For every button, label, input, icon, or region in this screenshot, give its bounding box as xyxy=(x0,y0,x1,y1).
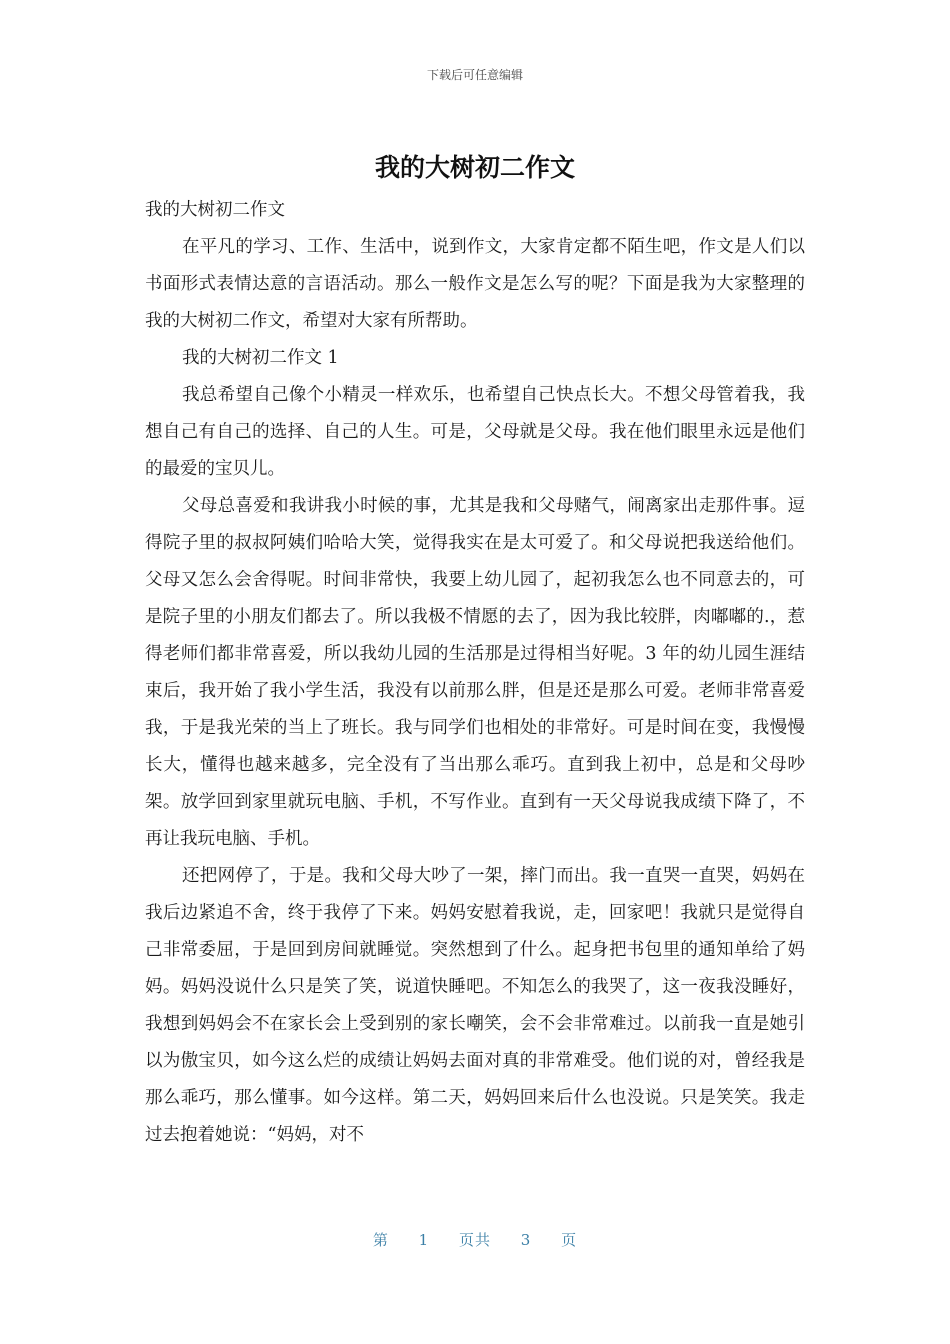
footer-suffix: 页 xyxy=(561,1231,578,1249)
paragraph-intro: 在平凡的学习、工作、生活中，说到作文，大家肯定都不陌生吧，作文是人们以书面形式表情达意的言语活动。那么一般作文是怎么写的呢？下面是我为大家整理的我的大树初二作文，希望对大家有所帮助。 xyxy=(145,237,805,331)
paragraph: 父母总喜爱和我讲我小时候的事，尤其是我和父母赌气，闹离家出走那件事。逗得院子里的叔叔阿姨们哈哈大笑，觉得我实在是太可爱了。和父母说把我送给他们。父母又怎么会舍得呢。时间非常快，我要上幼儿园了，起初我怎么也不同意去的，可是院子里的小朋友们都去了。所以我极不情愿的去了，因为我比较胖，肉嘟嘟的.，惹得老师们都非常喜爱，所以我幼儿园的生活那是过得相当好呢。3 年的幼儿园生涯结束后，我开始了我小学生活，我没有以前那么胖，但是还是那么可爱。老师非常喜爱我，于是我光荣的当上了班长。我与同学们也相处的非常好。可是时间在变，我慢慢长大，懂得也越来越多，完全没有了当出那么乖巧。直到我上初中，总是和父母吵架。放学回到家里就玩电脑、手机，不写作业。直到有一天父母说我成绩下降了，不再让我玩电脑、手机。 xyxy=(145,496,805,849)
footer-page-number: 1 xyxy=(418,1231,430,1249)
paragraph-subtitle: 我的大树初二作文 xyxy=(145,200,285,220)
page-header-note: 下载后可任意编辑 xyxy=(426,68,523,82)
document-title: 我的大树初二作文 xyxy=(374,153,575,182)
essay-heading-1: 我的大树初二作文 1 xyxy=(182,348,339,368)
document-body xyxy=(145,192,805,1154)
page-footer xyxy=(0,1229,950,1250)
footer-total-pages: 3 xyxy=(520,1231,532,1249)
paragraph: 还把网停了，于是。我和父母大吵了一架，摔门而出。我一直哭一直哭，妈妈在我后边紧追不舍，终于我停了下来。妈妈安慰着我说，走，回家吧！我就只是觉得自己非常委屈，于是回到房间就睡觉。突然想到了什么。起身把书包里的通知单给了妈妈。妈妈没说什么只是笑了笑，说道快睡吧。不知怎么的我哭了，这一夜我没睡好，我想到妈妈会不在家长会上受到别的家长嘲笑，会不会非常难过。以前我一直是她引以为傲宝贝，如今这么烂的成绩让妈妈去面对真的非常难受。他们说的对，曾经我是那么乖巧，那么懂事。如今这样。第二天，妈妈回来后什么也没说。只是笑笑。我走过去抱着她说：“妈妈，对不 xyxy=(145,866,805,1145)
footer-prefix: 第 xyxy=(372,1231,389,1249)
paragraph: 我总希望自己像个小精灵一样欢乐，也希望自己快点长大。不想父母管着我，我想自己有自己的选择、自己的人生。可是，父母就是父母。我在他们眼里永远是他们的最爱的宝贝儿。 xyxy=(145,385,805,479)
footer-middle: 页共 xyxy=(458,1231,491,1249)
